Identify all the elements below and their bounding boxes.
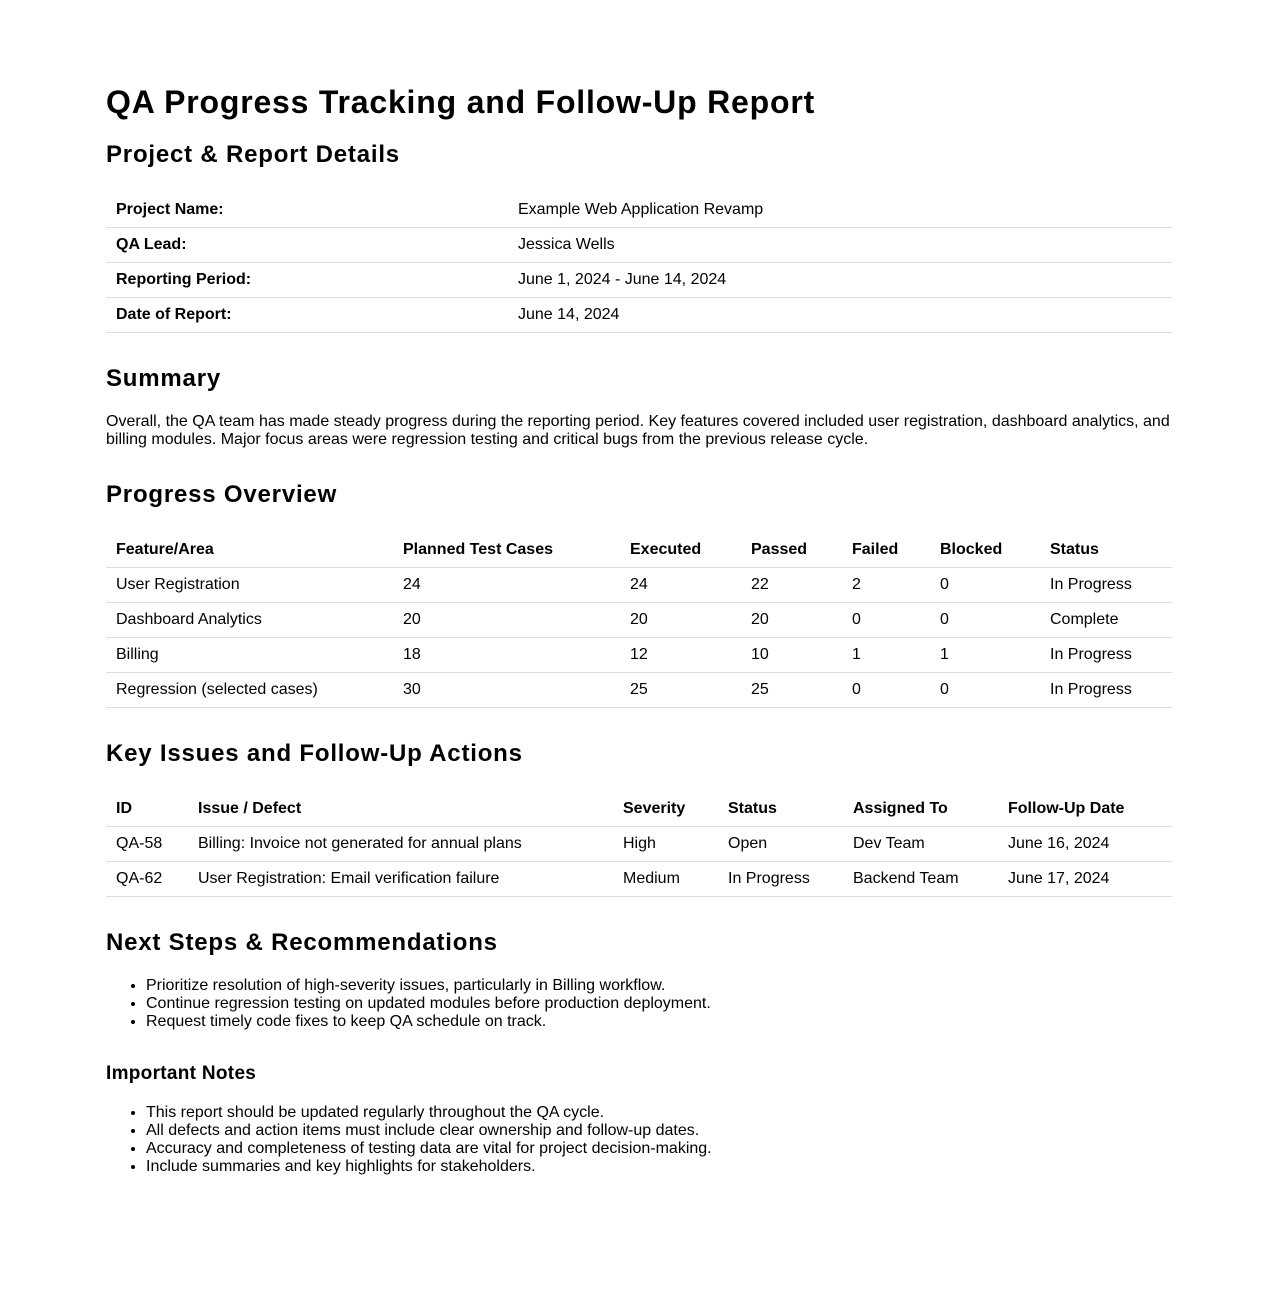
table-cell: Billing xyxy=(106,638,393,673)
list-item: • Continue regression testing on updated modules before production deployment. xyxy=(146,995,1172,1013)
column-header: Issue / Defect xyxy=(188,792,613,827)
table-cell: 30 xyxy=(393,673,620,708)
status-cell: Complete xyxy=(1040,603,1172,638)
notes-heading: Important Notes xyxy=(106,1063,257,1084)
issue-description: User Registration: Email verification failure xyxy=(188,862,613,897)
report-page xyxy=(106,0,1172,1176)
table-cell: Dashboard Analytics xyxy=(106,603,393,638)
issue-severity: High xyxy=(613,827,718,862)
details-value: Example Web Application Revamp xyxy=(508,193,1172,228)
table-cell: 0 xyxy=(842,673,930,708)
details-label: Project Name: xyxy=(106,193,508,228)
issue-id: QA-58 xyxy=(106,827,188,862)
details-row xyxy=(106,298,1172,333)
list-item: • Prioritize resolution of high-severity issues, particularly in Billing workflow. xyxy=(146,977,1172,995)
details-value: Jessica Wells xyxy=(508,228,1172,263)
issues-header-row xyxy=(106,792,1172,827)
table-cell: 10 xyxy=(741,638,842,673)
list-item: • This report should be updated regularly throughout the QA cycle. xyxy=(146,1104,1172,1122)
progress-heading: Progress Overview xyxy=(106,481,338,508)
table-cell: 0 xyxy=(842,603,930,638)
table-cell: 0 xyxy=(930,603,1040,638)
column-header: Failed xyxy=(842,533,930,568)
summary-heading: Summary xyxy=(106,365,221,392)
details-row xyxy=(106,193,1172,228)
table-cell: 1 xyxy=(842,638,930,673)
table-cell: 20 xyxy=(741,603,842,638)
status-cell: In Progress xyxy=(1040,568,1172,603)
details-row xyxy=(106,228,1172,263)
table-row xyxy=(106,568,1172,603)
column-header: Planned Test Cases xyxy=(393,533,620,568)
table-cell: User Registration xyxy=(106,568,393,603)
table-cell: 1 xyxy=(930,638,1040,673)
table-cell: 0 xyxy=(930,673,1040,708)
list-item: • Request timely code fixes to keep QA schedule on track. xyxy=(146,1013,1172,1031)
report-title: QA Progress Tracking and Follow-Up Report xyxy=(106,84,816,120)
list-item: • Accuracy and completeness of testing data are vital for project decision-making. xyxy=(146,1140,1172,1158)
issue-assignee: Dev Team xyxy=(843,827,998,862)
status-cell: In Progress xyxy=(1040,638,1172,673)
column-header: Passed xyxy=(741,533,842,568)
details-value: June 14, 2024 xyxy=(508,298,1172,333)
column-header: Status xyxy=(718,792,843,827)
details-row xyxy=(106,263,1172,298)
issues-table xyxy=(106,792,1172,897)
table-cell: 24 xyxy=(393,568,620,603)
table-cell: 12 xyxy=(620,638,741,673)
column-header: ID xyxy=(106,792,188,827)
list-item: • All defects and action items must include clear ownership and follow-up dates. xyxy=(146,1122,1172,1140)
details-label: QA Lead: xyxy=(106,228,508,263)
issue-follow-up-date: June 17, 2024 xyxy=(998,862,1172,897)
issue-description: Billing: Invoice not generated for annual plans xyxy=(188,827,613,862)
notes-list xyxy=(106,1104,1172,1176)
issues-heading: Key Issues and Follow-Up Actions xyxy=(106,740,523,767)
table-cell: 0 xyxy=(930,568,1040,603)
list-item: • Include summaries and key highlights for stakeholders. xyxy=(146,1158,1172,1176)
issue-follow-up-date: June 16, 2024 xyxy=(998,827,1172,862)
table-row xyxy=(106,862,1172,897)
table-cell: 25 xyxy=(741,673,842,708)
table-cell: 2 xyxy=(842,568,930,603)
summary-text: Overall, the QA team has made steady progress during the reporting period. Key features covered included user registration, dashboard analytics, and billing modules. Major focus areas were regression testing and critical bugs from the previous release cycle. xyxy=(106,413,1170,448)
issue-assignee: Backend Team xyxy=(843,862,998,897)
status-cell: In Progress xyxy=(1040,673,1172,708)
table-row xyxy=(106,827,1172,862)
column-header: Blocked xyxy=(930,533,1040,568)
details-label: Reporting Period: xyxy=(106,263,508,298)
next-steps-heading: Next Steps & Recommendations xyxy=(106,929,498,956)
table-cell: 18 xyxy=(393,638,620,673)
table-row xyxy=(106,673,1172,708)
column-header: Follow-Up Date xyxy=(998,792,1172,827)
table-cell: Regression (selected cases) xyxy=(106,673,393,708)
table-cell: 20 xyxy=(393,603,620,638)
details-table xyxy=(106,193,1172,333)
table-cell: 24 xyxy=(620,568,741,603)
issue-status: In Progress xyxy=(718,862,843,897)
column-header: Status xyxy=(1040,533,1172,568)
column-header: Severity xyxy=(613,792,718,827)
table-cell: 20 xyxy=(620,603,741,638)
details-label: Date of Report: xyxy=(106,298,508,333)
progress-header-row xyxy=(106,533,1172,568)
details-value: June 1, 2024 - June 14, 2024 xyxy=(508,263,1172,298)
table-cell: 22 xyxy=(741,568,842,603)
table-cell: 25 xyxy=(620,673,741,708)
progress-table xyxy=(106,533,1172,708)
column-header: Feature/Area xyxy=(106,533,393,568)
table-row xyxy=(106,638,1172,673)
next-steps-list xyxy=(106,977,1172,1031)
table-row xyxy=(106,603,1172,638)
column-header: Executed xyxy=(620,533,741,568)
issue-id: QA-62 xyxy=(106,862,188,897)
details-heading: Project & Report Details xyxy=(106,141,400,168)
column-header: Assigned To xyxy=(843,792,998,827)
issue-severity: Medium xyxy=(613,862,718,897)
issue-status: Open xyxy=(718,827,843,862)
